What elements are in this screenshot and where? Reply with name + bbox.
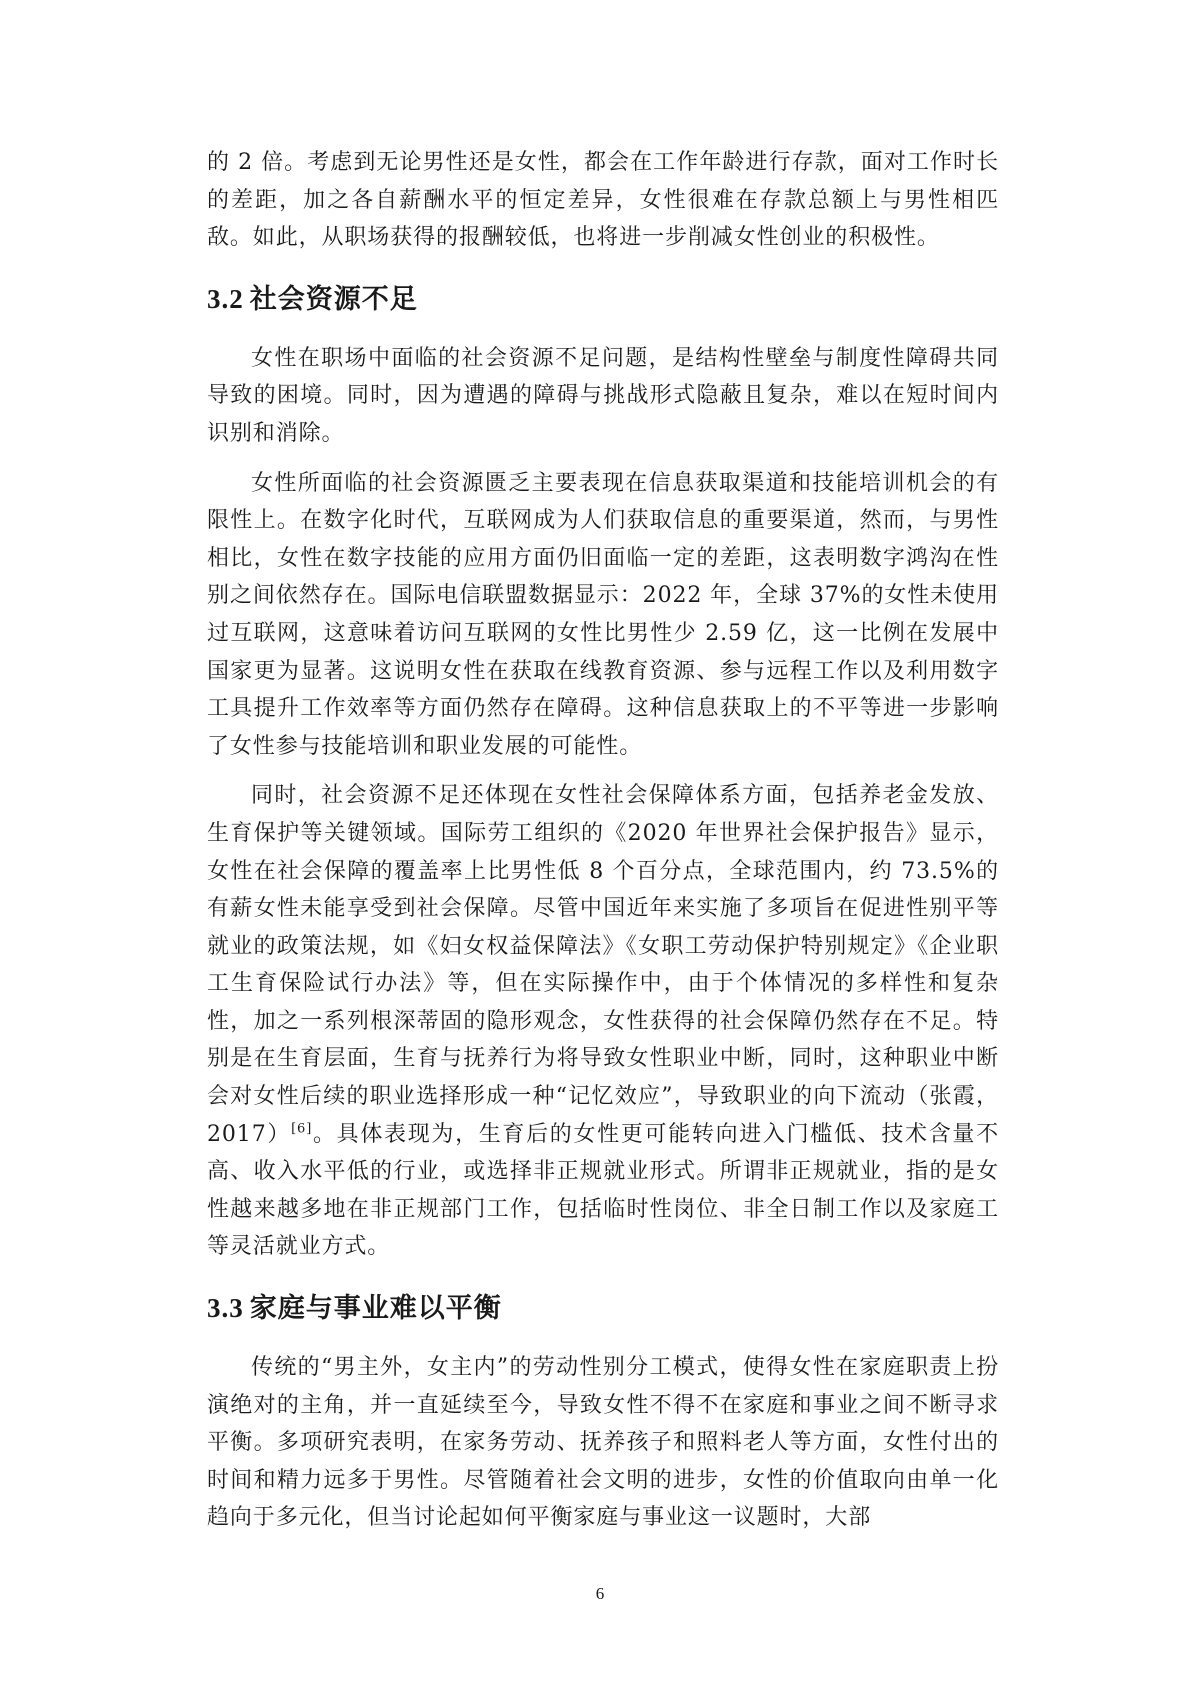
paragraph-3-2-3	[207, 777, 999, 1266]
paragraph-3-3-1: 传统的“男主外，女主内”的劳动性别分工模式，使得女性在家庭职责上扮演绝对的主角，并一直延续至今，导致女性不得不在家庭和事业之间不断寻求平衡。多项研究表明，在家务劳动、抚养孩子和照料老人等方面，女性付出的时间和精力远多于男性。尽管随着社会文明的进步，女性的价值取向由单一化趋向于多元化，但当讨论起如何平衡家庭与事业这一议题时，大部	[207, 1355, 999, 1531]
section-heading-3-3	[207, 1288, 999, 1329]
page-body	[207, 144, 999, 1537]
section-heading-3-2	[207, 279, 999, 320]
paragraph-intro: 的 2 倍。考虑到无论男性还是女性，都会在工作年龄进行存款，面对工作时长的差距，加之各自薪酬水平的恒定差异，女性很难在存款总额上与男性相匹敌。如此，从职场获得的报酬较低，也将进一步削减女性创业的积极性。	[207, 150, 999, 251]
page-number: 6	[595, 1584, 605, 1603]
paragraph-text: 。具体表现为，生育后的女性更可能转向进入门槛低、技术含量不高、收入水平低的行业，或选择非正规就业形式。所谓非正规就业，指的是女性越来越多地在非正规部门工作，包括临时性岗位、非全日制工作以及家庭工等灵活就业方式。	[207, 1121, 999, 1260]
section-title: 家庭与事业难以平衡	[249, 1293, 502, 1325]
paragraph-3-2-2: 女性所面临的社会资源匮乏主要表现在信息获取渠道和技能培训机会的有限性上。在数字化时代，互联网成为人们获取信息的重要渠道，然而，与男性相比，女性在数字技能的应用方面仍旧面临一定的差距，这表明数字鸿沟在性别之间依然存在。国际电信联盟数据显示：2022 年，全球 37%的女性未使用过互联网，这意味着访问互联网的女性比男性少 2.59 亿，这一比例在发展中国家更为显著。这说明女性在获取在线教育资源、参与远程工作以及利用数字工具提升工作效率等方面仍然存在障碍。这种信息获取上的不平等进一步影响了女性参与技能培训和职业发展的可能性。	[207, 470, 999, 759]
paragraph-text: 同时，社会资源不足还体现在女性社会保障体系方面，包括养老金发放、生育保护等关键领域。国际劳工组织的《2020 年世界社会保护报告》显示，女性在社会保障的覆盖率上比男性低 8 个百分点，全球范围内，约 73.5%的有薪女性未能享受到社会保障。尽管中国近年来实施了多项旨在促进性别平等就业的政策法规，如《妇女权益保障法》《女职工劳动保护特别规定》《企业职工生育保险试行办法》等，但在实际操作中，由于个体情况的多样性和复杂性，加之一系列根深蒂固的隐形观念，女性获得的社会保障仍然存在不足。特别是在生育层面，生育与抚养行为将导致女性职业中断，同时，这种职业中断会对女性后续的职业选择形成一种“记忆效应”，导致职业的向下流动（张霞，2017）	[207, 783, 999, 1147]
section-number: 3.3	[207, 1293, 244, 1324]
section-number: 3.2	[207, 283, 244, 314]
paragraph-3-2-1: 女性在职场中面临的社会资源不足问题，是结构性壁垒与制度性障碍共同导致的困境。同时，因为遭遇的障碍与挑战形式隐蔽且复杂，难以在短时间内识别和消除。	[207, 345, 999, 446]
citation-ref: [6]	[291, 1121, 313, 1137]
section-title: 社会资源不足	[249, 283, 418, 315]
